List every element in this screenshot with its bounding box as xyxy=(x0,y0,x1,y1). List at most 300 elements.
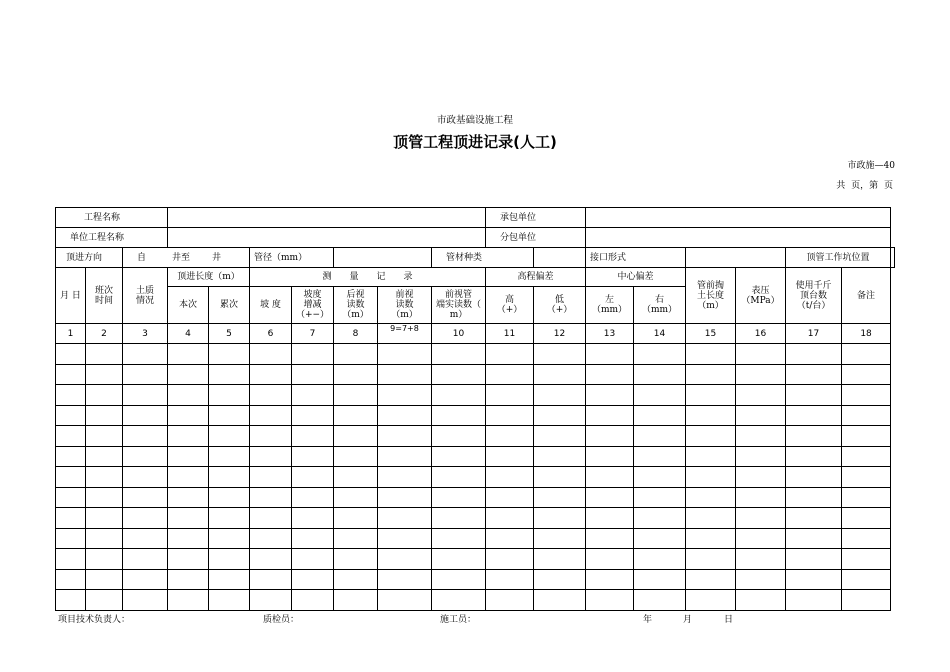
col-slope-change: 坡度 增减 （+−） xyxy=(292,287,334,324)
data-cell[interactable] xyxy=(736,549,786,570)
data-cell[interactable] xyxy=(123,467,168,488)
data-cell[interactable] xyxy=(634,344,686,365)
data-cell[interactable] xyxy=(378,528,432,549)
col-number: 7 xyxy=(292,324,334,344)
data-cell[interactable] xyxy=(736,528,786,549)
col-number: 17 xyxy=(786,324,842,344)
unit-project-label: 单位工程名称 xyxy=(56,228,168,248)
data-cell[interactable] xyxy=(56,549,86,570)
data-cell[interactable] xyxy=(168,364,209,385)
data-cell[interactable] xyxy=(123,569,168,590)
data-cell[interactable] xyxy=(292,344,334,365)
data-cell[interactable] xyxy=(736,344,786,365)
table-row xyxy=(56,405,895,426)
data-cell[interactable] xyxy=(534,549,586,570)
data-cell[interactable] xyxy=(534,405,586,426)
data-cell[interactable] xyxy=(486,569,534,590)
col-number: 5 xyxy=(209,324,250,344)
col-group-elevation: 高程偏差 xyxy=(486,268,586,287)
data-cell[interactable] xyxy=(378,487,432,508)
data-cell[interactable] xyxy=(786,446,842,467)
data-cell[interactable] xyxy=(378,385,432,406)
data-cell[interactable] xyxy=(786,467,842,488)
pit-field[interactable] xyxy=(891,248,895,268)
data-cell[interactable] xyxy=(334,487,378,508)
data-cell[interactable] xyxy=(168,528,209,549)
table-row xyxy=(56,508,895,529)
data-cell[interactable] xyxy=(786,385,842,406)
col-backsight: 后视 读数 （m） xyxy=(334,287,378,324)
col-number: 8 xyxy=(334,324,378,344)
data-cell[interactable] xyxy=(486,508,534,529)
data-cell[interactable] xyxy=(86,508,123,529)
data-cell[interactable] xyxy=(634,405,686,426)
data-cell[interactable] xyxy=(123,385,168,406)
data-cell[interactable] xyxy=(486,426,534,447)
joint-field[interactable] xyxy=(686,248,786,268)
data-cell[interactable] xyxy=(86,528,123,549)
data-cell[interactable] xyxy=(86,487,123,508)
data-cell[interactable] xyxy=(786,344,842,365)
data-cell[interactable] xyxy=(56,385,86,406)
data-cell[interactable] xyxy=(486,446,534,467)
data-cell[interactable] xyxy=(292,385,334,406)
data-cell[interactable] xyxy=(842,344,891,365)
subcontractor-label: 分包单位 xyxy=(486,228,586,248)
data-cell[interactable] xyxy=(250,528,292,549)
data-cell[interactable] xyxy=(334,405,378,426)
data-cell[interactable] xyxy=(168,426,209,447)
col-number: 10 xyxy=(432,324,486,344)
document-title: 顶管工程顶进记录(人工) xyxy=(393,133,557,151)
diameter-label: 管径（mm） xyxy=(250,248,334,268)
data-cell[interactable] xyxy=(842,385,891,406)
data-cell[interactable] xyxy=(334,364,378,385)
subcontractor-field[interactable] xyxy=(586,228,891,248)
data-cell[interactable] xyxy=(634,549,686,570)
data-cell[interactable] xyxy=(842,446,891,467)
data-cell[interactable] xyxy=(534,569,586,590)
data-cell[interactable] xyxy=(334,446,378,467)
col-number: 4 xyxy=(168,324,209,344)
tech-lead-signature-label: 项目技术负责人： xyxy=(58,615,131,625)
data-cell[interactable] xyxy=(209,467,250,488)
data-cell[interactable] xyxy=(209,344,250,365)
data-cell[interactable] xyxy=(209,549,250,570)
data-cell[interactable] xyxy=(586,446,634,467)
data-cell[interactable] xyxy=(292,446,334,467)
data-cell[interactable] xyxy=(209,446,250,467)
data-cell[interactable] xyxy=(686,405,736,426)
data-cell[interactable] xyxy=(786,549,842,570)
table-row xyxy=(56,385,895,406)
data-cell[interactable] xyxy=(586,364,634,385)
data-cell[interactable] xyxy=(56,405,86,426)
data-cell[interactable] xyxy=(842,364,891,385)
data-cell[interactable] xyxy=(123,590,168,611)
data-cell[interactable] xyxy=(842,508,891,529)
direction-field[interactable]: 自 井至 井 xyxy=(123,248,250,268)
data-cell[interactable] xyxy=(168,344,209,365)
data-cell[interactable] xyxy=(586,467,634,488)
data-cell[interactable] xyxy=(334,426,378,447)
data-cell[interactable] xyxy=(534,426,586,447)
data-cell[interactable] xyxy=(486,487,534,508)
data-cell[interactable] xyxy=(168,508,209,529)
data-cell[interactable] xyxy=(686,426,736,447)
data-cell[interactable] xyxy=(250,508,292,529)
data-cell[interactable] xyxy=(486,590,534,611)
data-cell[interactable] xyxy=(786,426,842,447)
data-cell[interactable] xyxy=(123,487,168,508)
table-row xyxy=(56,590,895,611)
data-cell[interactable] xyxy=(334,385,378,406)
data-cell[interactable] xyxy=(432,385,486,406)
data-cell[interactable] xyxy=(586,590,634,611)
data-cell[interactable] xyxy=(634,467,686,488)
table-row xyxy=(56,569,895,590)
data-cell[interactable] xyxy=(432,405,486,426)
data-cell[interactable] xyxy=(56,467,86,488)
data-cell[interactable] xyxy=(56,569,86,590)
data-cell[interactable] xyxy=(736,487,786,508)
data-cell[interactable] xyxy=(378,364,432,385)
data-cell[interactable] xyxy=(292,426,334,447)
data-cell[interactable] xyxy=(250,569,292,590)
data-cell[interactable] xyxy=(786,528,842,549)
data-cell[interactable] xyxy=(378,508,432,529)
data-cell[interactable] xyxy=(586,569,634,590)
data-cell[interactable] xyxy=(786,508,842,529)
data-cell[interactable] xyxy=(209,426,250,447)
col-number: 9=7+8 xyxy=(378,324,432,344)
data-cell[interactable] xyxy=(686,487,736,508)
data-cell[interactable] xyxy=(842,467,891,488)
data-cell[interactable] xyxy=(378,590,432,611)
data-cell[interactable] xyxy=(56,508,86,529)
page-count: 共 页，第 页 xyxy=(836,181,893,191)
data-cell[interactable] xyxy=(736,508,786,529)
data-cell[interactable] xyxy=(168,405,209,426)
data-cell[interactable] xyxy=(168,549,209,570)
data-cell[interactable] xyxy=(86,590,123,611)
data-cell[interactable] xyxy=(736,590,786,611)
data-cell[interactable] xyxy=(334,590,378,611)
col-group-survey: 测 量 记 录 xyxy=(250,268,486,287)
data-cell[interactable] xyxy=(86,426,123,447)
data-cell[interactable] xyxy=(736,446,786,467)
col-slope: 坡 度 xyxy=(250,287,292,324)
data-cell[interactable] xyxy=(586,426,634,447)
data-cell[interactable] xyxy=(168,569,209,590)
data-cell[interactable] xyxy=(250,446,292,467)
data-cell[interactable] xyxy=(209,569,250,590)
col-foresight: 前视 读数 （m） xyxy=(378,287,432,324)
data-cell[interactable] xyxy=(168,487,209,508)
pit-label: 顶管工作坑位置 xyxy=(786,248,891,268)
project-name-field[interactable] xyxy=(168,208,486,228)
data-cell[interactable] xyxy=(586,528,634,549)
data-cell[interactable] xyxy=(209,487,250,508)
col-group-length: 顶进长度（m） xyxy=(168,268,250,287)
data-cell[interactable] xyxy=(209,508,250,529)
data-cell[interactable] xyxy=(432,344,486,365)
data-cell[interactable] xyxy=(686,364,736,385)
data-cell[interactable] xyxy=(534,385,586,406)
data-cell[interactable] xyxy=(334,549,378,570)
data-cell[interactable] xyxy=(123,528,168,549)
data-cell[interactable] xyxy=(168,446,209,467)
data-cell[interactable] xyxy=(292,405,334,426)
data-cell[interactable] xyxy=(586,405,634,426)
col-number: 1 xyxy=(56,324,86,344)
data-cell[interactable] xyxy=(432,590,486,611)
data-cell[interactable] xyxy=(86,569,123,590)
col-high: 高 （+） xyxy=(486,287,534,324)
data-cell[interactable] xyxy=(786,569,842,590)
table-row xyxy=(56,364,895,385)
data-cell[interactable] xyxy=(534,446,586,467)
form-number: 市政施—40 xyxy=(847,161,895,171)
data-cell[interactable] xyxy=(86,405,123,426)
data-cell[interactable] xyxy=(534,528,586,549)
data-cell[interactable] xyxy=(168,467,209,488)
data-cell[interactable] xyxy=(786,487,842,508)
data-cell[interactable] xyxy=(736,364,786,385)
data-cell[interactable] xyxy=(634,487,686,508)
data-cell[interactable] xyxy=(586,344,634,365)
data-cell[interactable] xyxy=(334,508,378,529)
data-cell[interactable] xyxy=(292,508,334,529)
data-cell[interactable] xyxy=(486,549,534,570)
data-cell[interactable] xyxy=(686,528,736,549)
data-cell[interactable] xyxy=(634,385,686,406)
data-cell[interactable] xyxy=(534,467,586,488)
col-number: 6 xyxy=(250,324,292,344)
data-cell[interactable] xyxy=(292,467,334,488)
data-cell[interactable] xyxy=(123,549,168,570)
data-cell[interactable] xyxy=(586,385,634,406)
col-right: 右 （mm） xyxy=(634,287,686,324)
col-soil: 土质 情况 xyxy=(123,268,168,324)
data-cell[interactable] xyxy=(686,344,736,365)
data-cell[interactable] xyxy=(56,446,86,467)
table-row xyxy=(56,344,895,365)
data-cell[interactable] xyxy=(292,487,334,508)
data-cell[interactable] xyxy=(209,405,250,426)
data-cell[interactable] xyxy=(378,549,432,570)
data-cell[interactable] xyxy=(250,590,292,611)
data-cell[interactable] xyxy=(86,549,123,570)
data-cell[interactable] xyxy=(486,405,534,426)
data-cell[interactable] xyxy=(432,364,486,385)
data-cell[interactable] xyxy=(842,487,891,508)
data-cell[interactable] xyxy=(634,426,686,447)
data-cell[interactable] xyxy=(534,487,586,508)
data-cell[interactable] xyxy=(586,549,634,570)
data-cell[interactable] xyxy=(634,508,686,529)
data-cell[interactable] xyxy=(586,508,634,529)
data-cell[interactable] xyxy=(334,528,378,549)
direction-label: 顶进方向 xyxy=(56,248,123,268)
data-cell[interactable] xyxy=(432,569,486,590)
data-cell[interactable] xyxy=(250,344,292,365)
data-cell[interactable] xyxy=(292,569,334,590)
data-cell[interactable] xyxy=(432,487,486,508)
data-cell[interactable] xyxy=(634,528,686,549)
builder-signature-label: 施工员： xyxy=(440,615,477,625)
data-cell[interactable] xyxy=(736,405,786,426)
data-cell[interactable] xyxy=(842,590,891,611)
data-cell[interactable] xyxy=(292,364,334,385)
data-cell[interactable] xyxy=(250,405,292,426)
data-cell[interactable] xyxy=(486,385,534,406)
table-row xyxy=(56,467,895,488)
data-cell[interactable] xyxy=(56,364,86,385)
col-left: 左 （mm） xyxy=(586,287,634,324)
col-shift: 班次 时间 xyxy=(86,268,123,324)
data-cell[interactable] xyxy=(209,364,250,385)
data-cell[interactable] xyxy=(786,364,842,385)
data-cell[interactable] xyxy=(123,446,168,467)
col-number: 15 xyxy=(686,324,736,344)
data-cell[interactable] xyxy=(586,487,634,508)
data-cell[interactable] xyxy=(432,426,486,447)
data-cell[interactable] xyxy=(432,467,486,488)
data-cell[interactable] xyxy=(634,364,686,385)
col-number: 12 xyxy=(534,324,586,344)
data-cell[interactable] xyxy=(686,508,736,529)
data-cell[interactable] xyxy=(123,426,168,447)
data-cell[interactable] xyxy=(56,528,86,549)
data-cell[interactable] xyxy=(292,590,334,611)
data-cell[interactable] xyxy=(250,426,292,447)
col-number: 3 xyxy=(123,324,168,344)
data-cell[interactable] xyxy=(86,467,123,488)
data-cell[interactable] xyxy=(168,385,209,406)
column-number-row xyxy=(56,324,895,344)
data-cell[interactable] xyxy=(56,590,86,611)
col-pressure: 表压 （MPa） xyxy=(736,268,786,324)
data-cell[interactable] xyxy=(250,385,292,406)
data-cell[interactable] xyxy=(842,549,891,570)
data-cell[interactable] xyxy=(86,385,123,406)
data-cell[interactable] xyxy=(209,385,250,406)
data-cell[interactable] xyxy=(250,549,292,570)
data-cell[interactable] xyxy=(123,508,168,529)
data-cell[interactable] xyxy=(123,405,168,426)
data-cell[interactable] xyxy=(736,385,786,406)
data-cell[interactable] xyxy=(634,590,686,611)
data-cell[interactable] xyxy=(123,344,168,365)
data-cell[interactable] xyxy=(250,487,292,508)
data-cell[interactable] xyxy=(686,467,736,488)
data-cell[interactable] xyxy=(334,569,378,590)
data-cell[interactable] xyxy=(378,426,432,447)
data-cell[interactable] xyxy=(378,446,432,467)
data-cell[interactable] xyxy=(432,508,486,529)
data-cell[interactable] xyxy=(686,385,736,406)
data-cell[interactable] xyxy=(786,590,842,611)
data-cell[interactable] xyxy=(334,344,378,365)
data-cell[interactable] xyxy=(486,364,534,385)
col-excavation: 管前掏 土长度 （m） xyxy=(686,268,736,324)
data-cell[interactable] xyxy=(86,446,123,467)
data-cell[interactable] xyxy=(634,569,686,590)
data-cell[interactable] xyxy=(534,590,586,611)
data-cell[interactable] xyxy=(56,426,86,447)
material-label: 管材种类 xyxy=(432,248,534,268)
col-low: 低 （+） xyxy=(534,287,586,324)
data-cell[interactable] xyxy=(209,528,250,549)
data-cell[interactable] xyxy=(168,590,209,611)
data-cell[interactable] xyxy=(123,364,168,385)
contractor-field[interactable] xyxy=(586,208,891,228)
data-cell[interactable] xyxy=(292,528,334,549)
data-cell[interactable] xyxy=(432,549,486,570)
data-cell[interactable] xyxy=(432,528,486,549)
table-row xyxy=(56,549,895,570)
data-cell[interactable] xyxy=(786,405,842,426)
data-cell[interactable] xyxy=(486,344,534,365)
data-cell[interactable] xyxy=(432,446,486,467)
project-name-label: 工程名称 xyxy=(56,208,168,228)
data-cell[interactable] xyxy=(486,528,534,549)
data-cell[interactable] xyxy=(378,569,432,590)
data-cell[interactable] xyxy=(334,467,378,488)
data-cell[interactable] xyxy=(736,569,786,590)
material-field[interactable] xyxy=(534,248,586,268)
diameter-field[interactable] xyxy=(334,248,432,268)
data-cell[interactable] xyxy=(686,446,736,467)
data-cell[interactable] xyxy=(250,467,292,488)
data-cell[interactable] xyxy=(486,467,534,488)
data-cell[interactable] xyxy=(86,344,123,365)
data-cell[interactable] xyxy=(736,467,786,488)
data-cell[interactable] xyxy=(842,405,891,426)
data-cell[interactable] xyxy=(736,426,786,447)
data-cell[interactable] xyxy=(842,528,891,549)
data-cell[interactable] xyxy=(842,426,891,447)
data-cell[interactable] xyxy=(534,364,586,385)
col-remarks: 备注 xyxy=(842,268,891,324)
col-this-time: 本次 xyxy=(168,287,209,324)
data-cell[interactable] xyxy=(86,364,123,385)
data-cell[interactable] xyxy=(209,590,250,611)
data-cell[interactable] xyxy=(686,590,736,611)
col-group-center: 中心偏差 xyxy=(586,268,686,287)
data-cell[interactable] xyxy=(378,405,432,426)
document-category: 市政基础设施工程 xyxy=(436,115,513,126)
col-number: 18 xyxy=(842,324,891,344)
data-cell[interactable] xyxy=(534,344,586,365)
sign-day-label: 日 xyxy=(724,615,734,625)
data-cell[interactable] xyxy=(686,549,736,570)
data-cell[interactable] xyxy=(634,446,686,467)
data-cell[interactable] xyxy=(250,364,292,385)
data-cell[interactable] xyxy=(378,344,432,365)
data-cell[interactable] xyxy=(842,569,891,590)
sign-month-label: 月 xyxy=(683,615,693,625)
data-cell[interactable] xyxy=(686,569,736,590)
data-cell[interactable] xyxy=(56,487,86,508)
data-cell[interactable] xyxy=(56,344,86,365)
data-cell[interactable] xyxy=(292,549,334,570)
joint-label: 接口形式 xyxy=(586,248,686,268)
unit-project-field[interactable] xyxy=(168,228,486,248)
data-cell[interactable] xyxy=(534,508,586,529)
data-cell[interactable] xyxy=(378,467,432,488)
